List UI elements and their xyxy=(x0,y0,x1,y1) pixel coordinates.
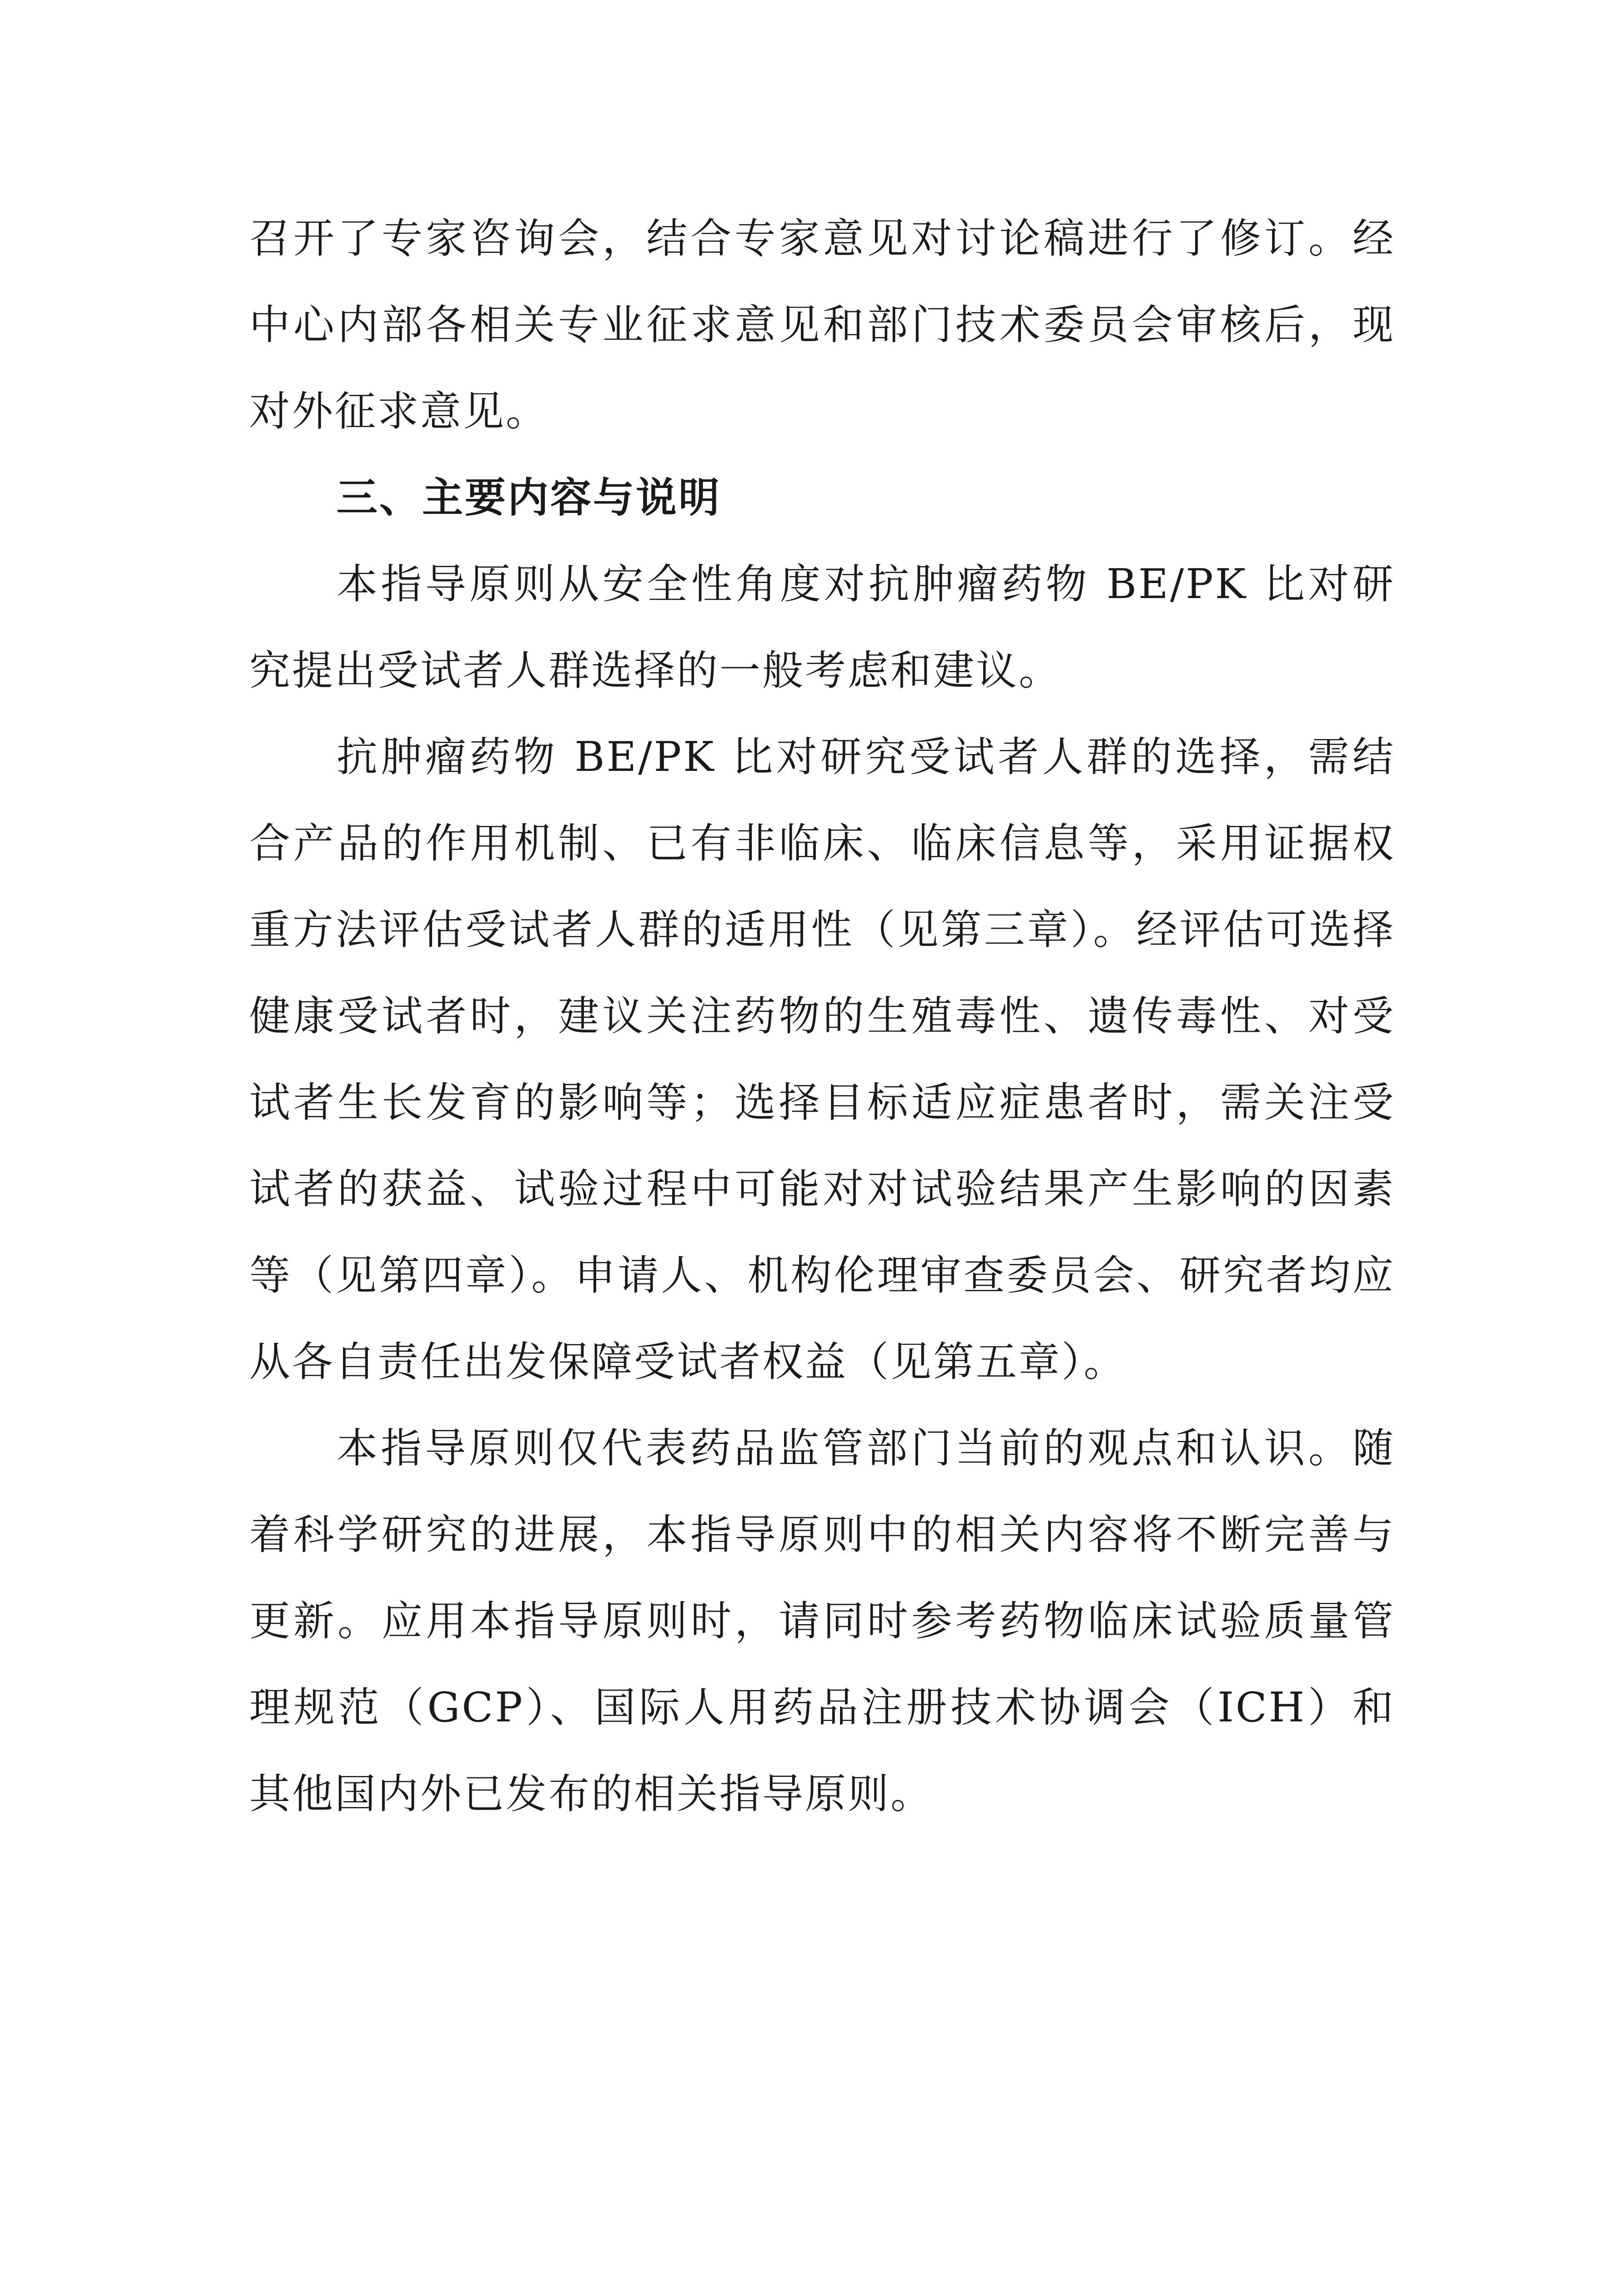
paragraph-subject-selection: 抗肿瘤药物 BE/PK 比对研究受试者人群的选择，需结合产品的作用机制、已有非临床、临床信息等，采用证据权重方法评估受试者人群的适用性（见第三章）。经评估可选择健康受试者时，建议关注药物的生殖毒性、遗传毒性、对受试者生长发育的影响等；选择目标适应症患者时，需关注受试者的获益、试验过程中可能对对试验结果产生影响的因素等（见第四章）。申请人、机构伦理审查委员会、研究者均应从各自责任出发保障受试者权益（见第五章）。 xyxy=(249,733,1395,1386)
paragraph-continuation: 召开了专家咨询会，结合专家意见对讨论稿进行了修订。经中心内部各相关专业征求意见和部门技术委员会审核后，现对外征求意见。 xyxy=(249,215,1395,435)
paragraph-scope: 本指导原则从安全性角度对抗肿瘤药物 BE/PK 比对研究提出受试者人群选择的一般考虑和建议。 xyxy=(249,560,1395,694)
document-body xyxy=(249,196,1395,1837)
section-heading: 三、主要内容与说明 xyxy=(337,474,721,522)
paragraph-disclaimer: 本指导原则仅代表药品监管部门当前的观点和认识。随着科学研究的进展，本指导原则中的相关内容将不断完善与更新。应用本指导原则时，请同时参考药物临床试验质量管理规范（GCP）、国际人用药品注册技术协调会（ICH）和其他国内外已发布的相关指导原则。 xyxy=(249,1424,1395,1818)
